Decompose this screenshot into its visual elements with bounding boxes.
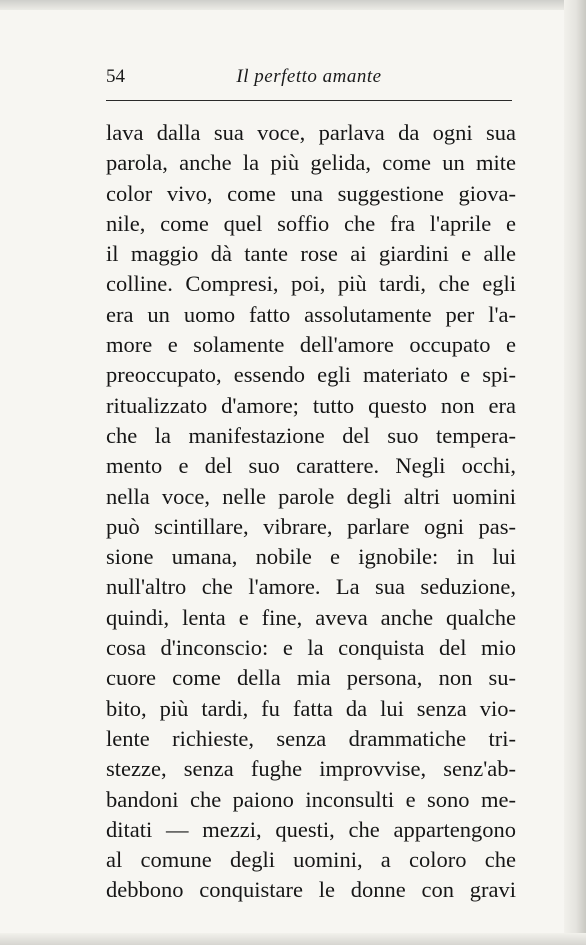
- text-line: sione umana, nobile e ignobile: in lui: [106, 544, 516, 570]
- text-line: lava dalla sua voce, parlava da ogni sua: [106, 120, 516, 145]
- text-line: lente richieste, senza drammatiche tri-: [106, 725, 516, 751]
- text-line: colline. Compresi, poi, più tardi, che egli: [106, 271, 516, 297]
- text-line: cuore come della mia persona, non su-: [106, 665, 516, 691]
- text-line: nile, come quel soffio che fra l'aprile e: [106, 210, 516, 236]
- text-line: cosa d'inconscio: e la conquista del mio: [106, 635, 516, 661]
- header-rule: [106, 100, 512, 101]
- scan-edge-right: [564, 0, 586, 945]
- page-header: [106, 66, 512, 92]
- text-line: bito, più tardi, fu fatta da lui senza vio-: [106, 695, 516, 721]
- text-line: quindi, lenta e fine, aveva anche qualche: [106, 604, 516, 630]
- text-line: color vivo, come una suggestione giova-: [106, 180, 516, 206]
- text-line: nella voce, nelle parole degli altri uomini: [106, 483, 516, 509]
- running-title: Il perfetto amante: [236, 66, 382, 87]
- text-line: può scintillare, vibrare, parlare ogni pas-: [106, 513, 516, 539]
- text-line: stezze, senza fughe improvvise, senz'ab-: [106, 756, 516, 782]
- scan-edge-top: [0, 0, 586, 10]
- text-line: parola, anche la più gelida, come un mite: [106, 150, 516, 176]
- text-line: ditati — mezzi, questi, che appartengono: [106, 816, 516, 842]
- text-line: more e solamente dell'amore occupato e: [106, 332, 516, 358]
- text-line: preoccupato, essendo egli materiato e spi-: [106, 362, 516, 388]
- scan-edge-bottom: [0, 933, 586, 945]
- body-text: [106, 118, 516, 906]
- text-line: era un uomo fatto assolutamente per l'a-: [106, 301, 516, 327]
- text-line: che la manifestazione del suo tempera-: [106, 422, 516, 448]
- text-line: null'altro che l'amore. La sua seduzione,: [106, 574, 516, 600]
- text-line: bandoni che paiono inconsulti e sono me-: [106, 786, 516, 812]
- page-number: 54: [106, 66, 125, 87]
- text-line: al comune degli uomini, a coloro che: [106, 847, 516, 873]
- text-line: ritualizzato d'amore; tutto questo non era: [106, 392, 516, 418]
- text-line: il maggio dà tante rose ai giardini e alle: [106, 241, 516, 267]
- text-line: mento e del suo carattere. Negli occhi,: [106, 453, 516, 479]
- text-line: debbono conquistare le donne con gravi: [106, 877, 516, 903]
